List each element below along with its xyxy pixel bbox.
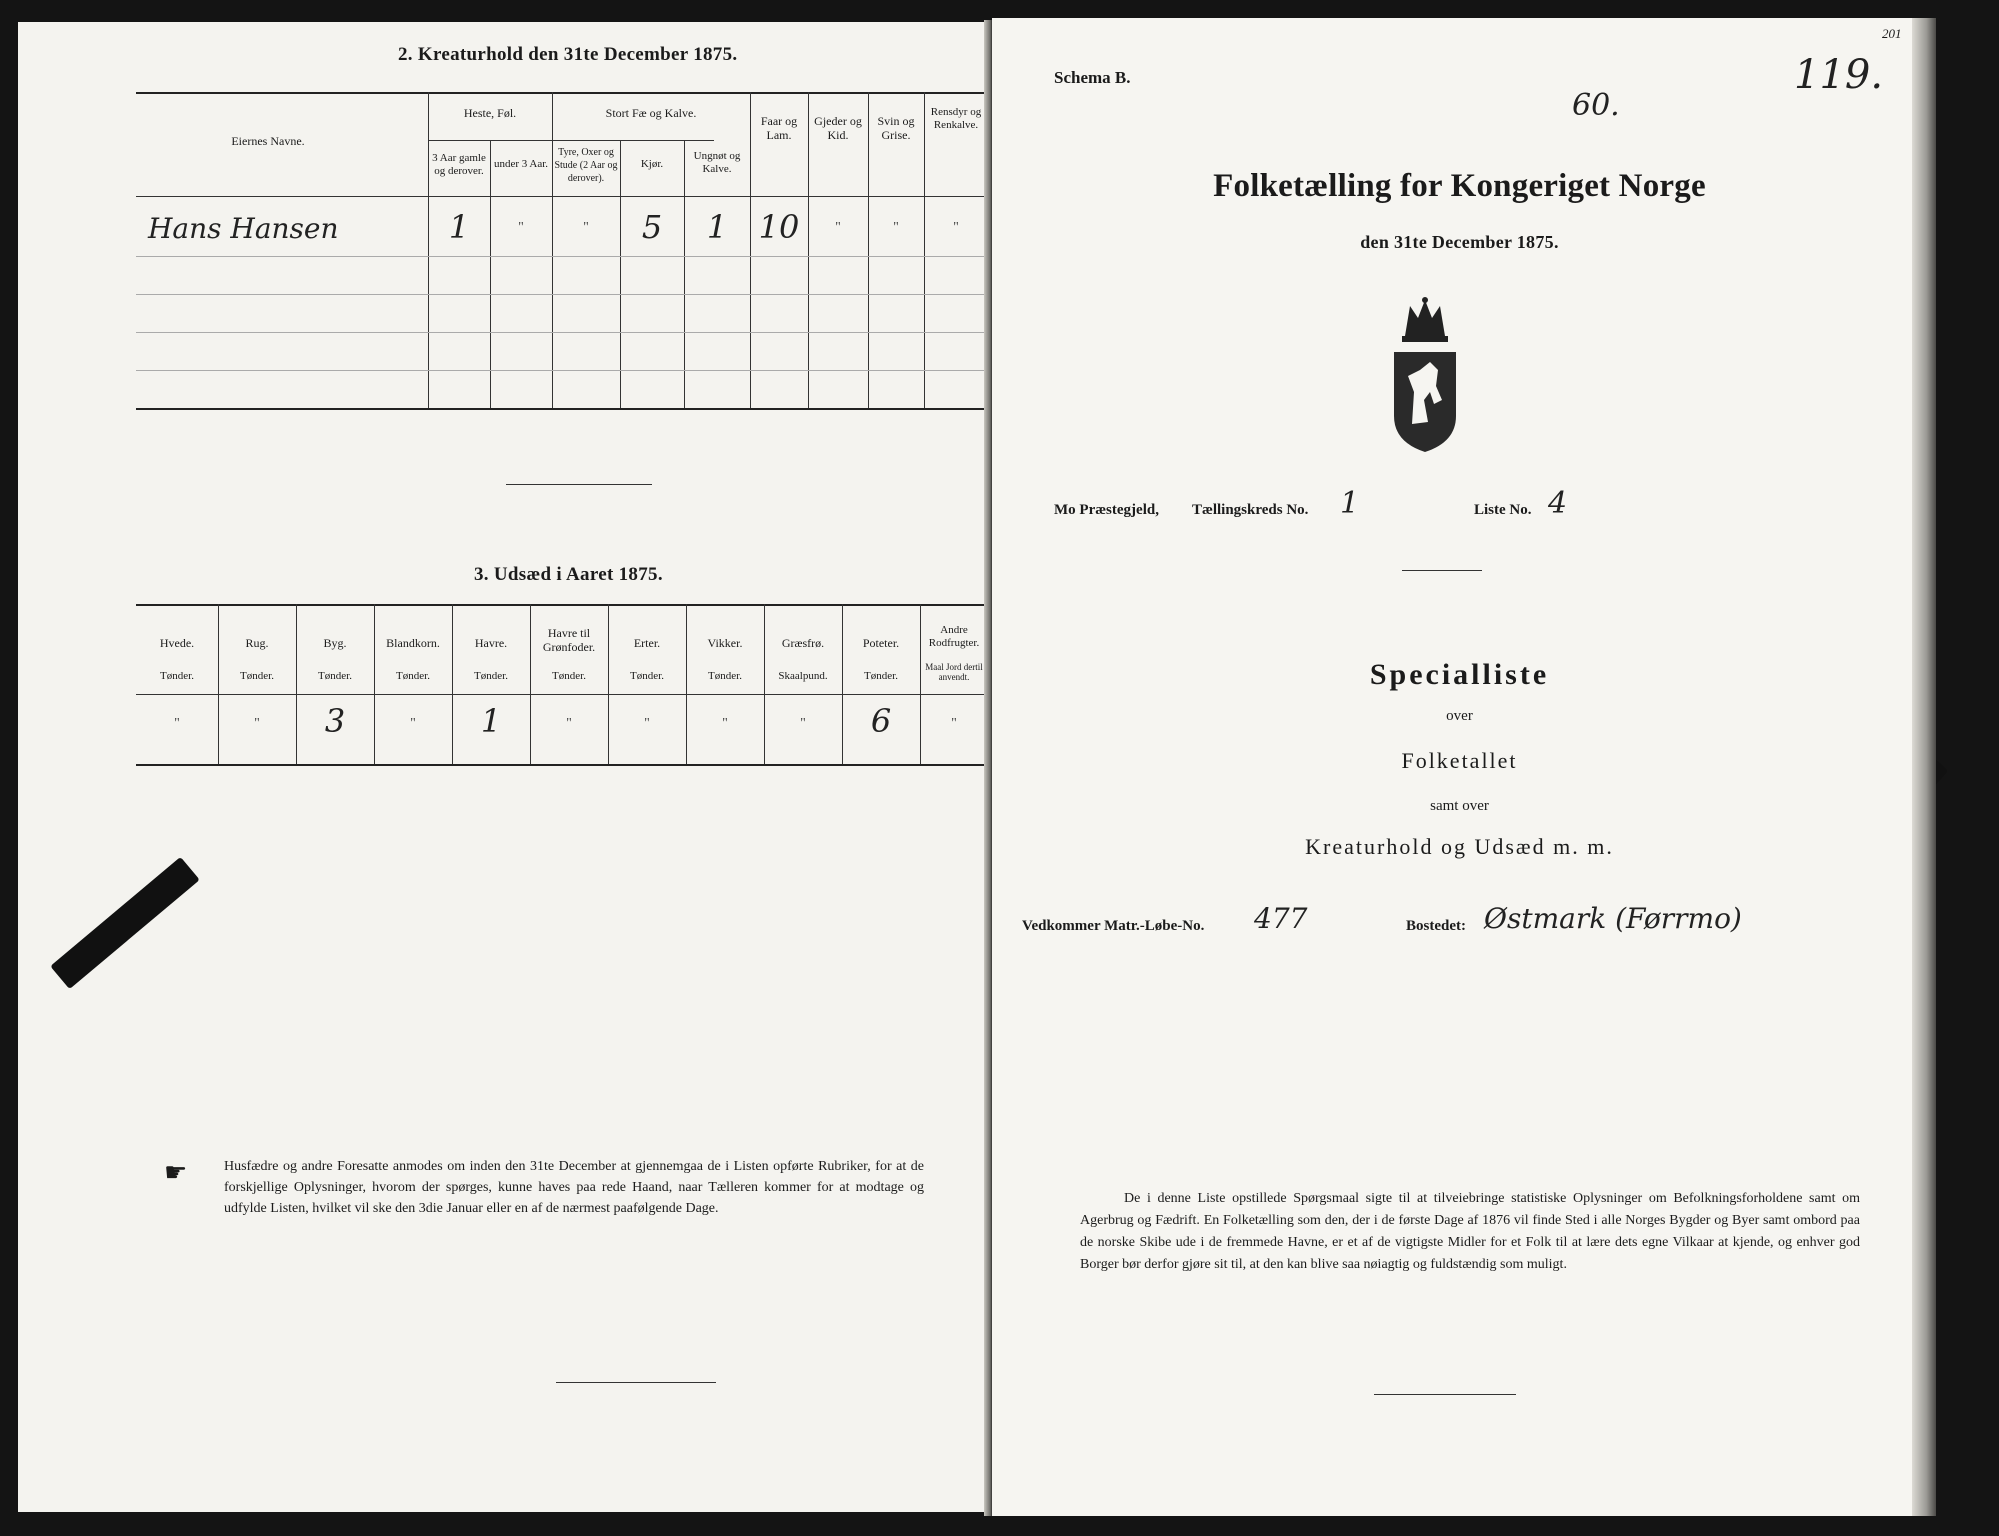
list-label: Liste No. [1474, 502, 1532, 518]
section-divider [506, 484, 652, 485]
udsaed-unit: Tønder. [864, 670, 898, 682]
udsaed-unit: Skaalpund. [778, 670, 828, 682]
page-title: Folketælling for Kongeriget Norge [1213, 168, 1706, 204]
table3-top-rule [136, 604, 988, 606]
udsaed-col-hvede: Hvede. [159, 636, 195, 650]
matr-value: 477 [1254, 902, 1308, 935]
col-divider [842, 604, 843, 764]
udsaed-col-erter: Erter. [633, 636, 661, 650]
group-heste-header: Heste, Føl. [463, 106, 517, 120]
col-ungnot: Ungnøt og Kalve. [693, 150, 741, 175]
folketallet-heading: Folketallet [1401, 748, 1518, 773]
table3-header-rule [136, 694, 988, 695]
matr-label: Vedkommer Matr.-Løbe-No. [1022, 918, 1205, 934]
udsaed-unit: Tønder. [630, 670, 664, 682]
closing-rule [556, 1382, 716, 1383]
list-value: 4 [1548, 486, 1568, 521]
udsaed-unit: Tønder. [396, 670, 430, 682]
owner-name: Hans Hansen [148, 212, 339, 245]
col-divider [764, 604, 765, 764]
udsaed-col-poteter: Poteter. [862, 636, 900, 650]
udsaed-col-byg: Byg. [323, 636, 347, 650]
udsaed-col-havre: Havre. [474, 636, 508, 650]
cell-gjeder: " [835, 220, 841, 235]
cell-svin: " [893, 220, 899, 235]
col-divider [924, 92, 925, 408]
cell-under3: " [518, 220, 524, 235]
kreaturhold-heading: Kreaturhold og Udsæd m. m. [1305, 834, 1614, 859]
folio-small: 201 [1882, 26, 1902, 41]
udsaed-col-vikker: Vikker. [707, 636, 743, 650]
udsaed-val-rug: " [254, 716, 260, 731]
udsaed-val-vikker: " [722, 716, 728, 731]
col-kjor: Kjør. [640, 158, 664, 170]
row-rule [136, 256, 988, 257]
owner-header: Eiernes Navne. [231, 134, 305, 148]
col-under3: under 3 Aar. [493, 158, 549, 170]
specialliste-heading: Specialliste [1369, 658, 1550, 691]
udsaed-val-byg: 3 [324, 702, 346, 740]
udsaed-unit: Tønder. [160, 670, 194, 682]
bosted-label: Bostedet: [1406, 918, 1466, 934]
col-divider [490, 140, 491, 408]
row-rule [136, 370, 988, 371]
col-gjeder: Gjeder og Kid. [814, 114, 862, 142]
cell-rensdyr: " [953, 220, 959, 235]
cell-ungnot: 1 [706, 208, 728, 246]
pointing-hand-icon: ☛ [164, 1158, 188, 1187]
col-divider [452, 604, 453, 764]
col-divider [620, 140, 621, 408]
over-text: over [1446, 708, 1473, 724]
col-divider [218, 604, 219, 764]
udsaed-val-rodfrugter: " [951, 716, 957, 731]
bosted-value: Østmark (Førrmo) [1484, 902, 1742, 935]
coat-of-arms-icon [1380, 296, 1470, 456]
footnote-text: De i denne Liste opstillede Spørgsmaal sigte til at tilveiebringe statistiske Oplysninger om Befolkningsforholdene samt om Agerbrug og Fædrift. En Folketælling som den, der i de første Dage af 1876 vil finde Sted i alle Norges Bygder og Byer samt ombord paa de norske Skibe ude i de fremmede Havne, er et af de vigtigste Midler for et Folk til at lære dets egne Vilkaar at kjende, og enhver god Borger bør derfor gjøre sit til, at den kan blive saa nøiagtig og fuldstændig som muligt. [1080, 1191, 1860, 1272]
section2-title: 2. Kreaturhold den 31te December 1875. [398, 44, 738, 65]
col-divider [374, 604, 375, 764]
udsaed-val-graesfro: " [800, 716, 806, 731]
right-page [992, 18, 1927, 1516]
udsaed-unit: Maal Jord dertil anvendt. [925, 662, 983, 682]
census-date: den 31te December 1875. [1360, 232, 1559, 252]
udsaed-unit: Tønder. [552, 670, 586, 682]
left-page [18, 22, 988, 1512]
table2-top-rule [136, 92, 988, 94]
cell-faar: 10 [758, 208, 800, 246]
udsaed-val-blandkorn: " [410, 716, 416, 731]
udsaed-col-graesfro: Græsfrø. [781, 636, 825, 650]
udsaed-val-hvede: " [174, 716, 180, 731]
col-3aar: 3 Aar gamle og derover. [432, 152, 486, 177]
table2-bottom-rule [136, 408, 988, 410]
divider-rule [1402, 570, 1482, 571]
table2-header-rule [136, 196, 988, 197]
closing-rule-right [1374, 1394, 1516, 1395]
folio-number: 119. [1794, 52, 1884, 98]
col-divider [686, 604, 687, 764]
samt-over-text: samt over [1430, 798, 1489, 814]
udsaed-unit: Tønder. [240, 670, 274, 682]
udsaed-col-blandkorn: Blandkorn. [386, 636, 440, 650]
handwritten-number: 60. [1572, 88, 1620, 123]
parish-label: Mo Præstegjeld, [1054, 502, 1159, 518]
udsaed-val-gronfoder: " [566, 716, 572, 731]
table2-group-rule [428, 140, 714, 141]
udsaed-val-poteter: 6 [870, 702, 892, 740]
col-svin: Svin og Grise. [877, 114, 915, 142]
page-edge-stack [1912, 18, 1936, 1516]
udsaed-unit: Tønder. [318, 670, 352, 682]
col-divider [428, 92, 429, 408]
row-rule [136, 294, 988, 295]
group-stort-fae-header: Stort Fæ og Kalve. [605, 106, 697, 120]
section3-title: 3. Udsæd i Aaret 1875. [474, 564, 663, 585]
col-tyre: Tyre, Oxer og Stude (2 Aar og derover). [554, 147, 618, 184]
col-faar: Faar og Lam. [760, 114, 798, 142]
col-rensdyr: Rensdyr og Renkalve. [930, 106, 982, 131]
cell-3aar: 1 [448, 208, 470, 246]
udsaed-col-gronfoder: Havre til Grønfoder. [542, 626, 596, 654]
udsaed-val-havre: 1 [480, 702, 502, 740]
col-divider [296, 604, 297, 764]
udsaed-unit: Tønder. [474, 670, 508, 682]
row-rule [136, 332, 988, 333]
col-divider [684, 140, 685, 408]
udsaed-col-rodfrugter: Andre Rodfrugter. [928, 624, 980, 649]
udsaed-col-rug: Rug. [245, 636, 269, 650]
district-label: Tællingskreds No. [1192, 502, 1309, 518]
col-divider [552, 92, 553, 408]
notice-text: Husfædre og andre Foresatte anmodes om inden den 31te December at gjennemgaa de i Listen opførte Rubriker, for at de forskjellige Oplysninger, hvorom der spørges, kunne haves paa rede Haand, naar Tælleren kommer for at modtage og udfylde Listen, hvilket vil ske den 3die Januar eller en af de nærmest paafølgende Dage. [224, 1159, 924, 1216]
cell-tyre: " [583, 220, 589, 235]
udsaed-unit: Tønder. [708, 670, 742, 682]
district-value: 1 [1340, 486, 1360, 521]
col-divider [608, 604, 609, 764]
schema-label: Schema B. [1054, 68, 1131, 87]
udsaed-val-erter: " [644, 716, 650, 731]
table3-bottom-rule [136, 764, 988, 766]
cell-kjor: 5 [641, 208, 663, 246]
